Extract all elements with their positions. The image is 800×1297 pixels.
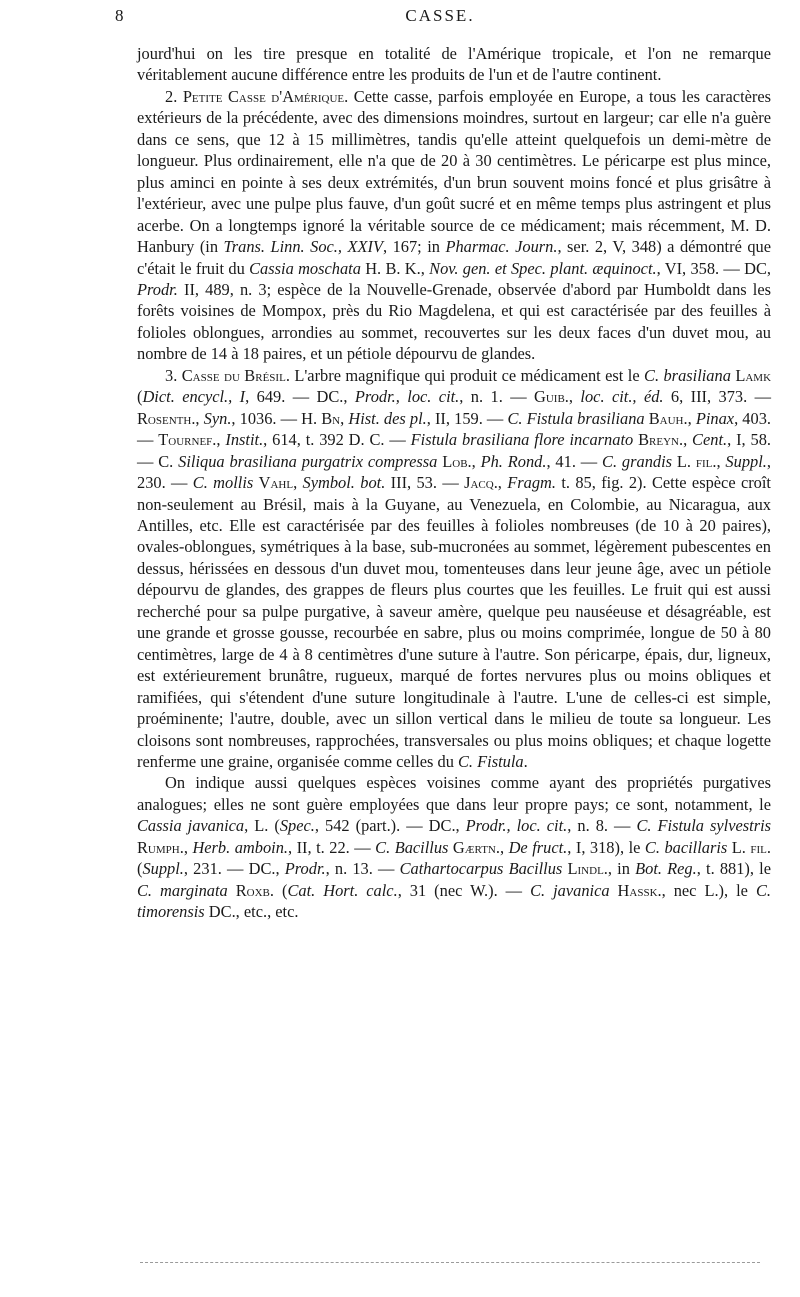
italic-text: Syn. [203,408,232,428]
text-run: . L'arbre magnifique qui produit ce médicament est le [285,365,645,385]
text-run: 2. [165,86,183,106]
paragraph [137,365,771,773]
text-run: ( [137,387,143,407]
text-run: , ser. 2, V, 348) a démontré que c'était le fruit du [137,237,771,278]
text-run: , n. 1. — [459,387,535,407]
italic-text: Cathartocarpus Bacillus [399,859,563,879]
small-caps-text: Bn [321,408,341,428]
text-run: , [683,430,693,450]
italic-text: C. mollis [192,473,254,493]
text-run: , I, 58. — C. [137,430,771,471]
italic-text: Herb. amboin. [192,837,288,857]
text-run: , 403. — [137,408,771,450]
text-run: , [195,408,204,428]
italic-text: Cassia javanica [137,816,245,836]
text-run: . Cette casse, parfois employée en Europe, a tous les caractères extérieurs de la précédente, avec des dimensions moindres, surtout en largeur; car elle n'a guère dans ce sens, que 12 à 15 millimètres, tandis qu'elle atteint quelquefois un demi-mètre de longueur. Plus ordinairement, elle n'a que de 20 à 30 centimètres. Le péricarpe est plus mince, plus aminci en pointe à ses deux extrémités, d'un brun souvent moins foncé et plus grisâtre à l'extérieur, avec une pulpe plus fauve, d'un goût sucré et en même temps plus astringent et plus acerbe. On a longtemps ignoré la véritable source de ce médicament; mais récemment, M. D. Hanbury (in [137,86,772,257]
text-run: , 231. — DC., [183,859,285,879]
text-run: DC., etc., etc. [204,902,299,922]
italic-text: Ph. Rond. [480,451,547,471]
italic-text: Cat. Hort. calc. [287,880,398,900]
small-caps-text: Vahl [258,473,294,493]
small-caps-text: Guib. [534,387,569,407]
small-caps-text: fil. [695,451,717,471]
text-run: , 31 (nec W.). — [397,880,531,900]
italic-text: C. Fistula sylvestris [636,816,772,836]
italic-text: Nov. gen. et Spec. plant. æquinoct. [429,258,657,278]
text-run: t. 85, fig. 2). Cette espèce croît non-seulement au Brésil, mais à la Guyane, au Venezuela, en Colombie, au Nicaragua, aux Antilles, etc. Elle est caractérisée par des feuilles à folioles nombreuses (de 10 à 20 paires), ovales-oblongues, symétriques à la base, sub-mucronées au sommet, légèrement pubescentes en dessus, hérissées en dessous d'un duvet mou, tomenteuses dans leur jeune âge, avec un pétiole dépourvu de glandes, des grappes de fleurs plus courtes que les feuilles. Le fruit qui est aussi recherché pour sa pulpe purgative, à saveur amère, quelque peu nauséeuse et désagréable, est une grande et grosse gousse, recourbée en sabre, plus ou moins comprimée, longue de 50 à 80 centimètres, large de 4 à 8 centimètres d'une suture à l'autre. Son péricarpe, épais, dur, ligneux, est extérieurement brunâtre, rugueux, marqué de fortes nervures plus ou moins obliques et ramifiées, qui s'étendent d'une suture longitudinale à l'autre. L'une de celles-ci est simple, proéminente; l'autre, double, avec un sillon vertical dans le milieu de toute sa longueur. Les cloisons sont nombreuses, rapprochées, transversales ou plus moins obliques; et chaque logette renferme une graine, organisée comme celles du [137,473,771,771]
text-run: , [497,473,508,493]
italic-text: loc. cit., éd. [580,387,664,407]
text-run: , 41. — [546,451,603,471]
page-header [115,6,765,36]
italic-text: Instit. [225,430,264,450]
text-run: II, 489, n. 3; espèce de la Nouvelle-Grenade, observée d'abord par Humboldt dans les forêts voisines de Mompox, près du Rio Magdelena, et qui est caractérisée par des feuilles à folioles oblongues, arrondies au sommet, recouvertes sur les deux faces d'un duvet mou, au nombre de 14 à 18 paires, et un pétiole dépourvu de glandes. [137,279,771,364]
small-caps-text: Rumph. [137,837,184,857]
text-run: , 614, t. 392 D. C. — [263,430,411,450]
italic-text: Symbol. bot. [302,473,386,493]
paragraph [137,86,771,365]
small-caps-text: Lindl. [567,859,608,879]
text-run: , [216,430,226,450]
text-run: III, 53. — [385,473,465,493]
italic-text: Spec. [279,816,315,836]
text-run: , 649. — DC., [245,387,355,407]
text-run: On indique aussi quelques espèces voisines comme ayant des propriétés purgatives analogues; elles ne sont guère employées que dans leur propre pays; ce sont, notamment, le [137,773,771,814]
italic-text: Suppl. [142,859,184,879]
text-run: , [471,451,481,471]
italic-text: C. Fistula brasiliana [507,408,645,428]
text-run: , VI, 358. — DC, [656,258,772,278]
italic-text: Fragm. [507,473,556,493]
italic-text: Fistula brasiliana flore incarnato [410,430,634,450]
italic-text: Cassia moschata [249,258,361,278]
italic-text: C. Fistula [458,751,524,771]
italic-text: C. javanica [530,880,610,900]
running-title: CASSE. [405,6,475,25]
text-run: ( [273,880,288,900]
small-caps-text: Roxb. [235,880,274,900]
text-run: 6, III, 373. — [663,387,772,407]
text-run: H. B. K., [360,258,430,278]
italic-text: C. grandis [602,451,673,471]
text-run: , II, 159. — [426,408,508,428]
italic-text: Bot. Reg. [635,859,697,879]
small-caps-text: Gærtn. [452,837,500,857]
paragraph [137,43,771,86]
text-run: , nec L.), le [661,880,756,900]
italic-text: Dict. encycl., I [142,387,246,407]
italic-text: Prodr. [284,859,326,879]
italic-text: Prodr., loc. cit. [354,387,460,407]
page-number: 8 [115,6,124,25]
text-run: , 167; in [382,237,446,257]
italic-text: C. timorensis [137,880,771,922]
text-run: , I, 318), le [567,837,645,857]
italic-text: Siliqua brasiliana purgatrix compressa [178,451,438,471]
text-run [228,881,236,900]
italic-text: Prodr., loc. cit. [465,816,568,836]
text-run: jourd'hui on les tire presque en totalité de l'Amérique tropicale, et l'on ne remarque véritablement aucune différence entre les produits de l'un et de l'autre continent. [137,44,771,85]
small-caps-text: Jacq. [464,473,498,493]
italic-text: Pinax [695,408,735,428]
text-run: , [499,837,509,857]
small-caps-text: Hassk. [617,880,662,900]
italic-text: Cent. [692,430,728,450]
italic-text: Trans. Linn. Soc., XXIV [223,237,383,257]
text-run: , 542 (part.). — DC., [314,816,466,836]
text-run: , [568,387,581,407]
text-run: , 1036. — H. [231,408,322,428]
text-run: 3. [165,365,182,385]
text-run: , [687,408,696,428]
small-caps-text: Petite Casse d'Amérique [182,86,345,106]
text-run: , [183,837,193,857]
text-run: L. [672,451,696,471]
italic-text: Pharmac. Journ. [445,237,558,257]
small-caps-text: Lamk [735,365,772,385]
text-run: , t. 881), le [696,859,771,879]
italic-text: C. marginata [137,880,228,900]
italic-text: De fruct. [508,837,568,857]
text-run: , [293,473,303,493]
small-caps-text: Tournef. [158,430,217,450]
small-caps-text: Rosenth. [137,408,196,428]
text-run: , in [607,859,636,879]
text-run: , L. ( [244,816,280,836]
body-text [137,43,771,923]
text-run: , [716,451,726,471]
small-caps-text: Bauh. [648,408,688,428]
text-run: ( [137,859,143,879]
text-run: , II, t. 22. — [288,837,376,857]
italic-text: Hist. des pl. [348,408,427,428]
italic-text: Prodr. [137,279,178,299]
text-run [610,881,618,900]
text-run: , 230. — [137,451,771,493]
italic-text: C. Bacillus [375,837,449,857]
small-caps-text: Breyn. [638,430,684,450]
text-run: , n. 13. — [325,859,400,879]
paragraph [137,772,771,922]
text-run: , [340,408,349,428]
italic-text: C. bacillaris [644,837,728,857]
text-run: , n. 8. — [567,816,637,836]
small-caps-text: Lob. [442,451,472,471]
footer-rule [140,1262,760,1263]
small-caps-text: Casse du Brésil [181,365,286,385]
italic-text: C. brasiliana [644,365,731,385]
text-run: L. [727,837,751,857]
text-run: . [523,751,528,771]
small-caps-text: fil. [750,837,772,857]
italic-text: Suppl. [725,451,767,471]
